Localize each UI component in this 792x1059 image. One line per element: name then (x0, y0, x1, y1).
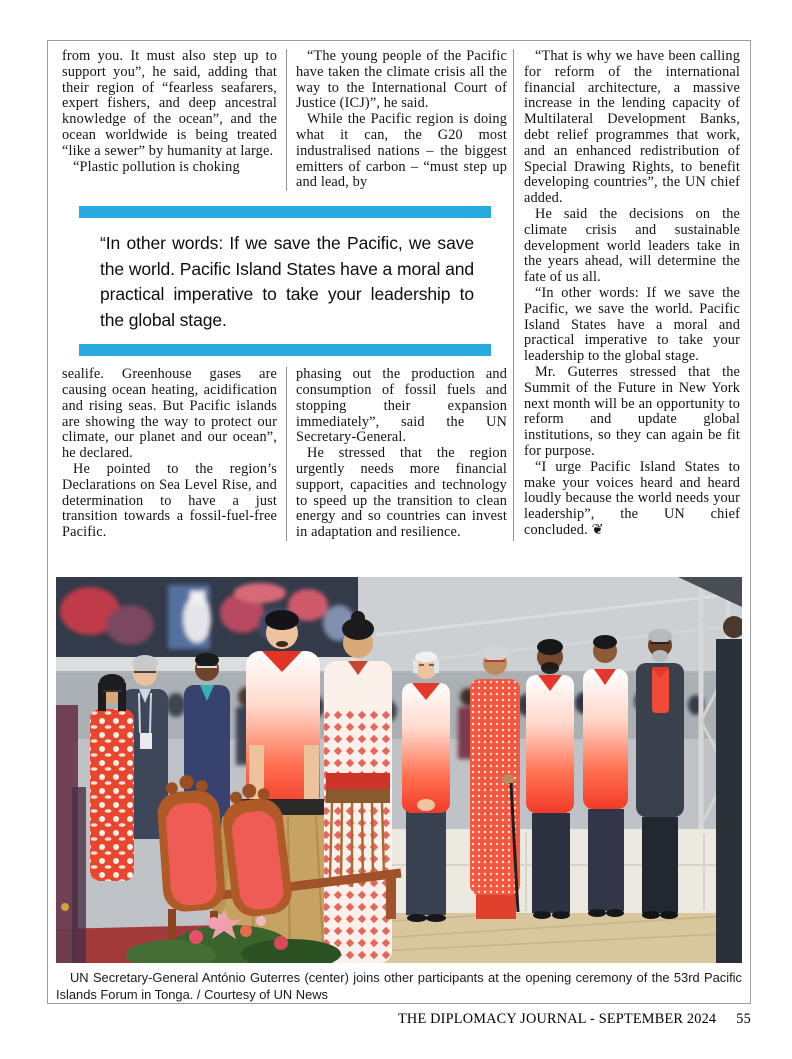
article-column-2-bottom (287, 367, 513, 541)
article-left-two-columns (54, 49, 514, 541)
ceremony-photo-illustration (56, 577, 742, 963)
paragraph: He said the decisions on the climate crisis and sustainable development world leaders take in the years ahead, will determine the fate of us all. (524, 205, 740, 286)
page-footer (47, 1011, 751, 1028)
paragraph: Mr. Guterres stressed that the Summit of the Future in New York next month will be an opportunity to reform and update global institutions, so they can again be fit for purpose. (524, 363, 740, 459)
paragraph: “In other words: If we save the Pacific, we save the world. Pacific Island States have a moral and practical imperative to take your leadership to the global stage. (524, 284, 740, 365)
article-bottom-row (54, 367, 513, 541)
article-body (54, 49, 746, 541)
paragraph: sealife. Greenhouse gases are causing ocean heating, acidification and rising seas. But Pacific islands are showing the way to protect our climate, our planet and our ocean”, he declared. (62, 366, 277, 462)
photo-caption: UN Secretary-General António Guterres (center) joins other participants at the opening ceremony of the 53rd Pacific Islands Forum in Tonga. / Courtesy of UN News (56, 970, 742, 1002)
paragraph: “I urge Pacific Island States to make your voices heard and heard loudly because the world needs your leadership”, the UN chief concluded. ❦ (524, 458, 740, 538)
article-top-row (54, 49, 513, 191)
journal-title: THE DIPLOMACY JOURNAL - SEPTEMBER 2024 (397, 1011, 717, 1027)
paragraph: “Plastic pollution is choking (73, 158, 240, 175)
paragraph: He stressed that the region urgently needs more financial support, capacities and technology to speed up the transition to clean energy and so countries can invest in adaptation and resilience. (296, 445, 507, 541)
pull-quote-text: “In other words: If we save the Pacific, we save the world. Pacific Island States have a moral and practical imperative to take your leadership to the global stage. (100, 233, 474, 330)
pull-quote-bottom-bar (79, 344, 491, 356)
pull-quote (79, 206, 491, 356)
article-column-2-top (287, 49, 513, 191)
paragraph: “The young people of the Pacific have taken the climate crisis all the way to the International Court of Justice (ICJ)”, he said. (296, 48, 507, 112)
paragraph: from you. It must also step up to support you”, he said, adding that their region of “fearless seafarers, expert fishers, and deep ancestral knowledge of the ocean”, and the ocean worldwide is being treated “like a sewer” by humanity at large. (62, 48, 277, 159)
page-number: 55 (736, 1011, 751, 1027)
paragraph: While the Pacific region is doing what it can, the G20 most industralised nations – the biggest emitters of carbon – “must step up and lead, by (296, 111, 507, 191)
article-column-1-bottom (54, 367, 287, 541)
paragraph: phasing out the production and consumption of fossil fuels and stopping their expansion immediately”, said the UN Secretary-General. (296, 366, 507, 446)
paragraph: He pointed to the region’s Declarations on Sea Level Rise, and determination to have a just transition towards a fossil-fuel-free Pacific. (62, 460, 277, 541)
paragraph: “That is why we have been calling for reform of the international financial architecture, a massive increase in the lending capacity of Multilateral Development Banks, debt relief programmes that work, and an enhanced redistribution of Special Drawing Rights, to benefit developing countries”, the UN chief added. (524, 48, 740, 207)
article-column-3 (514, 49, 746, 541)
article-photo (56, 577, 742, 963)
page-frame (47, 40, 751, 1004)
article-column-1-top (54, 49, 287, 191)
pull-quote-top-bar (79, 206, 491, 218)
